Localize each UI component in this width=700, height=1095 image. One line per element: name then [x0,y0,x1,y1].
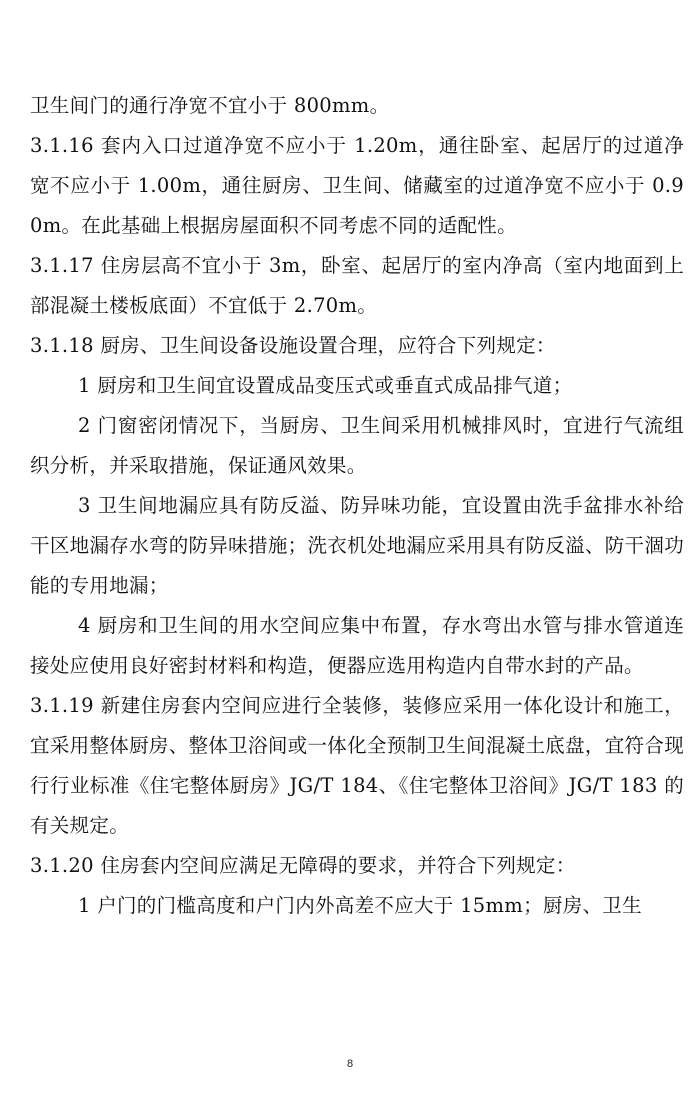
clause-3-1-16: 3.1.16 套内入口过道净宽不应小于 1.20m，通往卧室、起居厅的过道净宽不应小于 1.00m，通往厨房、卫生间、储藏室的过道净宽不应小于 0.90m。在此基础上根据房屋面积不同考虑不同的适配性。 [30,134,684,237]
clause-3-1-18-item-1: 1 厨房和卫生间宜设置成品变压式或垂直式成品排气道； [78,374,573,397]
clause-3-1-17: 3.1.17 住房层高不宜小于 3m，卧室、起居厅的室内净高（室内地面到上部混凝土楼板底面）不宜低于 2.70m。 [30,254,684,317]
clause-3-1-19: 3.1.19 新建住房套内空间应进行全装修，装修应采用一体化设计和施工，宜采用整体厨房、整体卫浴间或一体化全预制卫生间混凝土底盘，宜符合现行行业标准《住宅整体厨房》JG/T 184、《住宅整体卫浴间》JG/T 183 的有关规定。 [30,694,684,837]
page-number: 8 [346,1058,354,1070]
clause-3-1-18-item-4: 4 厨房和卫生间的用水空间应集中布置，存水弯出水管与排水管道连接处应使用良好密封材料和构造，便器应选用构造内自带水封的产品。 [30,614,684,677]
paragraph-continuation: 卫生间门的通行净宽不宜小于 800mm。 [30,94,390,117]
document-body [30,86,684,926]
clause-3-1-20-item-1: 1 户门的门槛高度和户门内外高差不应大于 15mm；厨房、卫生 [78,894,642,917]
clause-3-1-18-item-2: 2 门窗密闭情况下，当厨房、卫生间采用机械排风时，宜进行气流组织分析，并采取措施，保证通风效果。 [30,414,684,477]
clause-3-1-20: 3.1.20 住房套内空间应满足无障碍的要求，并符合下列规定： [30,854,576,877]
clause-3-1-18-item-3: 3 卫生间地漏应具有防反溢、防异味功能，宜设置由洗手盆排水补给干区地漏存水弯的防异味措施；洗衣机处地漏应采用具有防反溢、防干涸功能的专用地漏； [30,494,684,597]
clause-3-1-18: 3.1.18 厨房、卫生间设备设施设置合理，应符合下列规定： [30,334,556,357]
